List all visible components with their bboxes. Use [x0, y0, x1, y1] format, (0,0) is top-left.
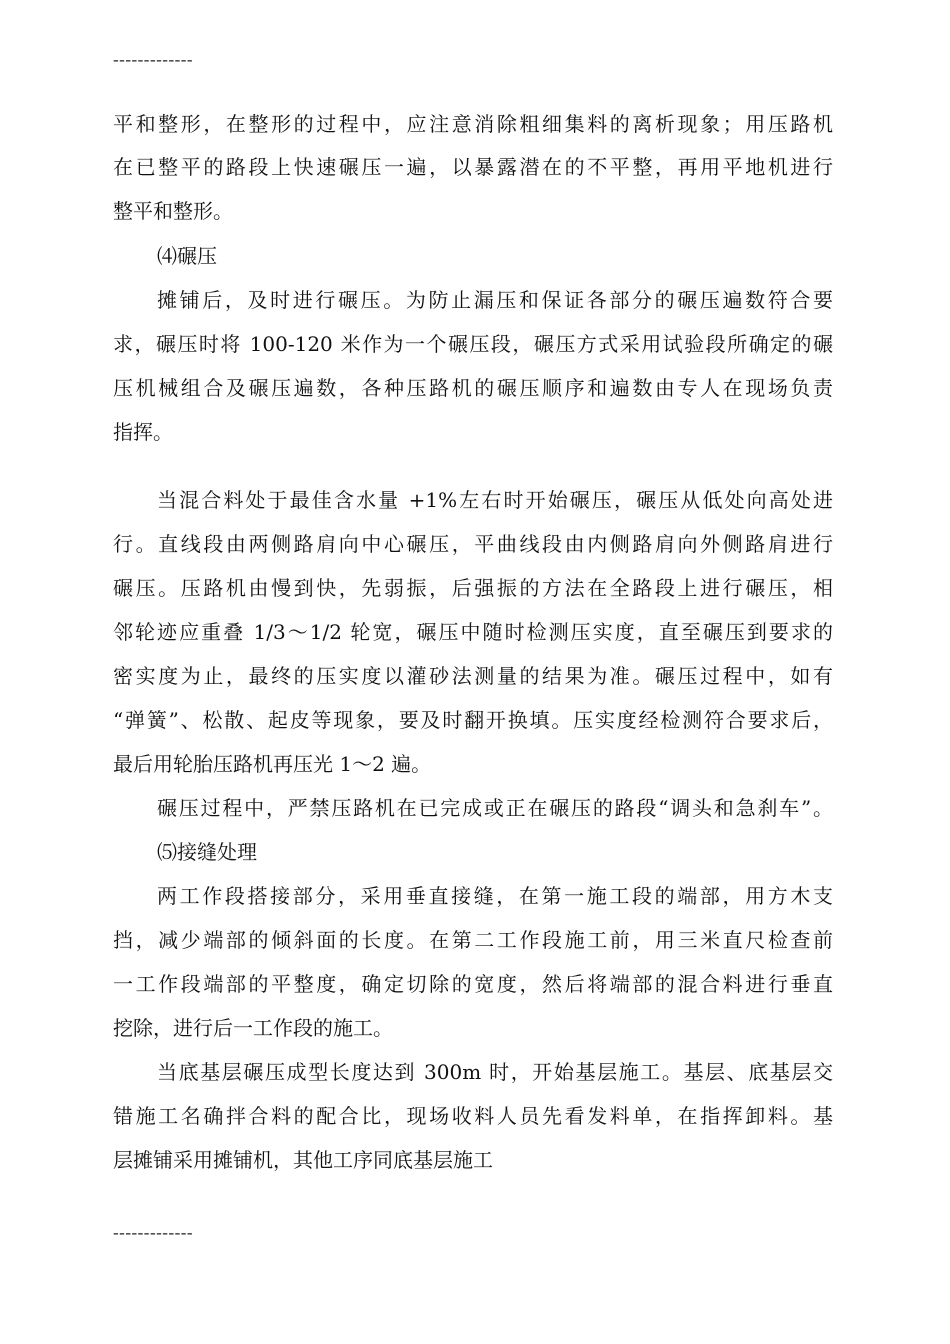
- section-heading: ⑷碾压: [157, 244, 217, 268]
- text-line: 一工作段端部的平整度，确定切除的宽度，然后将端部的混合料进行垂直: [113, 972, 833, 996]
- text-line: 最后用轮胎压路机再压光 1～2 遍。: [113, 752, 432, 776]
- text-line: 在已整平的路段上快速碾压一遍，以暴露潜在的不平整，再用平地机进行: [113, 155, 833, 179]
- text-line: 密实度为止，最终的压实度以灌砂法测量的结果为准。碾压过程中，如有: [113, 664, 833, 688]
- text-line: 挖除，进行后一工作段的施工。: [113, 1016, 393, 1040]
- section-heading: ⑸接缝处理: [157, 840, 257, 864]
- text-line: 整平和整形。: [113, 199, 233, 223]
- text-line: 邻轮迹应重叠 1/3～1/2 轮宽，碾压中随时检测压实度，直至碾压到要求的: [113, 620, 833, 644]
- header-separator: -------------: [113, 50, 194, 69]
- text-line: 当底基层碾压成型长度达到 300m 时，开始基层施工。基层、底基层交: [157, 1060, 833, 1084]
- text-line: 碾压。压路机由慢到快，先弱振，后强振的方法在全路段上进行碾压，相: [113, 576, 833, 600]
- text-line: 碾压过程中，严禁压路机在已完成或正在碾压的路段“调头和急刹车”。: [157, 796, 833, 820]
- text-line: 压机械组合及碾压遍数，各种压路机的碾压顺序和遍数由专人在现场负责: [113, 376, 833, 400]
- text-line: 当混合料处于最佳含水量 +1%左右时开始碾压，碾压从低处向高处进: [157, 488, 833, 512]
- text-line: 挡，减少端部的倾斜面的长度。在第二工作段施工前，用三米直尺检查前: [113, 928, 833, 952]
- text-line: 求，碾压时将 100-120 米作为一个碾压段，碾压方式采用试验段所确定的碾: [113, 332, 833, 356]
- text-line: 层摊铺采用摊铺机，其他工序同底基层施工: [113, 1148, 493, 1172]
- text-line: 行。直线段由两侧路肩向中心碾压，平曲线段由内侧路肩向外侧路肩进行: [113, 532, 833, 556]
- text-line: 指挥。: [113, 420, 173, 444]
- footer-separator: -------------: [113, 1223, 194, 1242]
- text-line: 错施工名确拌合料的配合比，现场收料人员先看发料单，在指挥卸料。基: [113, 1104, 833, 1128]
- text-line: 平和整形，在整形的过程中，应注意消除粗细集料的离析现象；用压路机: [113, 112, 833, 136]
- text-line: 摊铺后，及时进行碾压。为防止漏压和保证各部分的碾压遍数符合要: [157, 288, 833, 312]
- text-line: 两工作段搭接部分，采用垂直接缝，在第一施工段的端部，用方木支: [157, 884, 833, 908]
- text-line: “弹簧”、松散、起皮等现象，要及时翻开换填。压实度经检测符合要求后，: [113, 708, 833, 732]
